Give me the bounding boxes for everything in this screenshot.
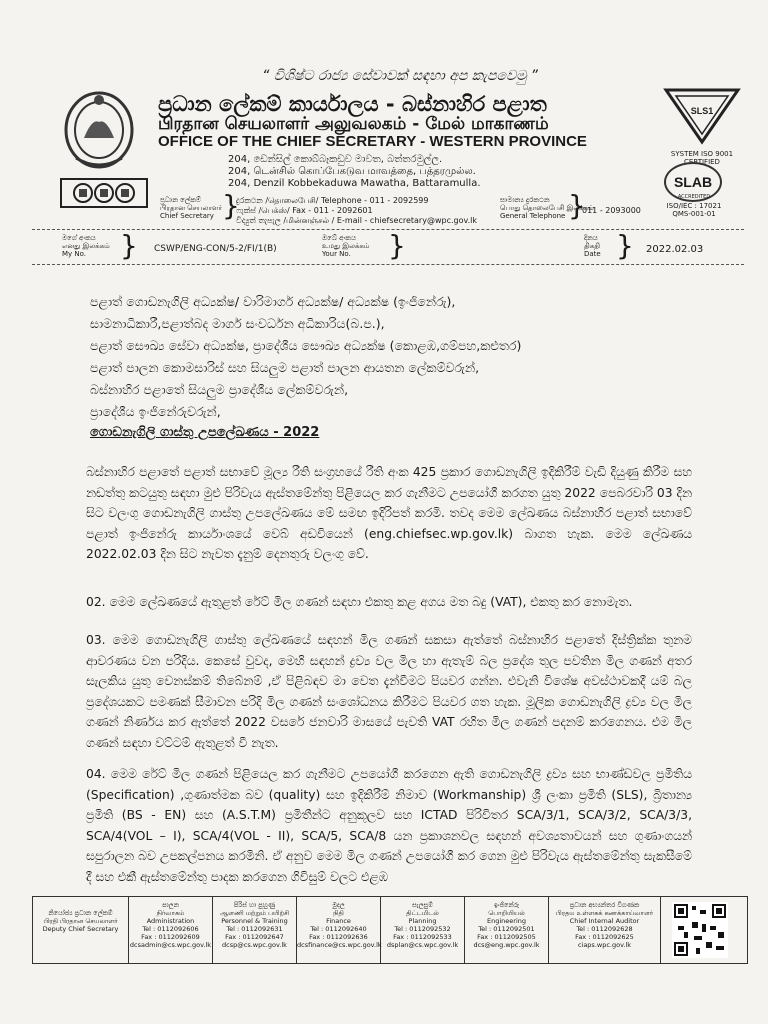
footer-line: Fax : 0112092609: [141, 933, 200, 941]
iso-line: QMS-001-01: [672, 210, 716, 218]
footer-line: dcs@eng.wpc.gov.lk: [473, 941, 540, 949]
footer-line: Planning: [408, 917, 437, 925]
footer-line: Fax : 0112092625: [575, 933, 634, 941]
addressee-line: ප්‍රාදේශීය ඉංජිනේරුවරුන්,: [90, 404, 221, 419]
addressee-line: සාමනාධිකාරී,පළාත්බද මාර්ග සංවර්ධන අධිකාරිය(බ.ප.),: [90, 316, 385, 331]
paragraph-2: 02. මෙම ලේඛණයේ ඇතුළත් රේට් මිල ගණන් සඳහා එකතු කළ අගය මත බදු (VAT), එකතු කර නොමැත.: [86, 595, 633, 609]
date-value: 2022.02.03: [646, 244, 704, 255]
label-line: ඔබේ අංකය: [322, 234, 356, 242]
slab-accredited: ACCREDITED: [677, 194, 711, 200]
iso-text: [654, 202, 734, 218]
sls-iso-logo-icon: [660, 80, 744, 152]
footer-line: Engineering: [487, 917, 526, 925]
telephone-line: දුරකථන /தொலைபேசி/ Telephone - 011 - 2092599: [236, 196, 429, 205]
footer-cell-planning: [381, 897, 465, 963]
footer-line: Finance: [326, 917, 351, 925]
provincial-logos: [60, 178, 148, 208]
brace: }: [568, 189, 586, 222]
label-line: எனது இலக்கம்: [62, 242, 110, 250]
addressee-line: පළාත් පාලන කොමසාරිස් සහ සියලුම පළාත් පාලන ආයතන ලේකම්වරුන්,: [90, 360, 480, 375]
paragraph-1: බස්නාහිර පළාතේ පළාත් සභාවේ මූල්‍ය රීති සංග්‍රහයේ රීති අංක 425 ප්‍රකාර ගොඩනැගිලි ඉදිකිරීම් වැඩි දියුණු කිරීම සහ නඩත්තු කටයුතු සඳහා මුළු පිරිවැය ඇස්තමේන්තු පිළියෙල කර ගැනීමට උපයෝගී කරගත යුතු 2022 පෙබරවාරි 03 දින සිට වලංගු ගොඩනැගිලි ගාස්තු උපලේඛණය මේ සමඟ ඉදිරිපත් කරමි. තවද මෙම ලේඛණය බස්නාහිර පළාත් සභාවේ පළාත් ඉංජිනේරු කාර්යාංශයේ වෙබ් අඩවියෙන් (eng.chiefsec.wp.gov.lk) බාගත හැක. මෙම ලේඛණය 2022.02.03 දින සිට නැවත දැනුම් දෙනතුරු වලංගු වේ.: [86, 465, 692, 561]
label-line: My No.: [62, 250, 87, 258]
footer-contacts: [32, 896, 748, 964]
footer-line: පාලන: [162, 901, 179, 909]
label-line: பொது தொலைபேசி இலக்கம்: [500, 204, 594, 212]
fax-line: ෆැක්ස් /பெக்ஸ்/ Fax - 011 - 2092601: [236, 206, 373, 215]
footer-line: dcsadmin@cs.wpc.gov.lk: [129, 941, 212, 949]
label-line: உமது இலக்கம்: [322, 242, 370, 250]
office-title-english: OFFICE OF THE CHIEF SECRETARY - WESTERN PROVINCE: [158, 133, 587, 150]
footer-line: dsplan@cs.wpc.gov.lk: [386, 941, 459, 949]
footer-cell-finance: [297, 897, 381, 963]
label-line: සාමාන්‍ය දුරකථන: [500, 196, 550, 204]
footer-cell-engineering: [465, 897, 549, 963]
footer-line: பிரதம உள்ளகக் கணக்காய்வாளர்: [555, 909, 654, 917]
footer-line: ඉංජිනේරු: [493, 901, 520, 909]
office-title-sinhala: ප්‍රධාන ලේකම් කාර්යාලය - බස්නාහිර පළාත: [158, 92, 547, 116]
label-line: Date: [584, 250, 601, 258]
chief-secretary-label: [160, 196, 222, 220]
my-no-label: [62, 234, 110, 258]
footer-line: Fax : 0112092533: [393, 933, 452, 941]
footer-line: திட்டமிடல்: [406, 909, 439, 917]
addressee-line: පළාත් සෞඛ්‍ය සේවා අධ්‍යක්ෂ, ප්‍රාදේශීය සෞඛ්‍ය අධ්‍යක්ෂ (කොළඹ,ගම්පහ,කළුතර): [90, 338, 522, 353]
motto: “ විශිෂ්ට රාජ්‍ය සේවාවක් සඳහා අප කැපවෙමු ”: [262, 68, 538, 84]
footer-line: Tel : 0112092606: [142, 925, 199, 933]
office-title-tamil: பிரதான செயலாளர் அலுவலகம் - மேல் மாகாணம்: [158, 114, 549, 134]
address-english: 204, Denzil Kobbekaduwa Mawatha, Battaramulla.: [228, 178, 481, 189]
addressee-line: පළාත් ගොඩනැගිලි අධ්‍යක්ෂ/ වාරිමාර්ග අධ්‍යක්ෂ/ අධ්‍යක්ෂ (ඉංජිනේරු),: [90, 294, 456, 309]
general-phone: 011 - 2093000: [582, 206, 641, 215]
footer-line: Fax : 0112092505: [477, 933, 536, 941]
address-sinhala: 204, ඩෙන්සිල් කොබ්බෑකඩුව මාවත, බත්තරමුල්ල.: [228, 154, 443, 165]
footer-line: Tel : 0112092628: [576, 925, 633, 933]
footer-cell-administration: [129, 897, 213, 963]
footer-line: dcsfinance@cs.wpc.gov.lk: [297, 941, 382, 949]
footer-line: Tel : 0112092631: [226, 925, 283, 933]
footer-line: நிர்வாகம்: [156, 909, 185, 917]
label-line: ප්‍රධාන ලේකම්: [160, 196, 201, 204]
sls-label: SLS1: [690, 106, 714, 116]
footer-line: Chief Internal Auditor: [569, 917, 640, 925]
footer-line: පිරිස් හා පුහුණු: [233, 901, 276, 909]
label-line: Your No.: [322, 250, 351, 258]
brace: }: [222, 189, 240, 222]
footer-line: ciaps.wpc.gov.lk: [577, 941, 632, 949]
footer-line: Tel : 0112092532: [394, 925, 451, 933]
footer-line: ප්‍රධාන අභ්‍යන්තර විගණක: [569, 901, 640, 909]
footer-line: Personnel & Training: [221, 917, 288, 925]
footer-line: Deputy Chief Secretary: [42, 925, 119, 933]
qr-code-icon: [672, 902, 728, 958]
footer-line: Fax : 0112092636: [309, 933, 368, 941]
footer-cell-personnel: [213, 897, 297, 963]
paragraph-3: 03. මෙම ගොඩනැගිලි ගාස්තු ලේඛණයේ සඳහන් මිල ගණන් සකසා ඇත්තේ බස්නාහිර පළාතේ දිස්ත්‍රික්ක තුනම ආවරණය වන පරිදිය. කෙසේ වුවද, මෙහි සඳහන් ද්‍රව්‍ය වල මිල හා ඇතැම් බල ප්‍රදේශ තුල පවතින මිල ගණන් අතර සැලකිය යුතු වෙනස්කම් තිබේනම් ,ඒ පිළිබඳව මා වෙත දැන්වීමට පියවර ගන්න. එවැනි විශේෂ අවස්ථාවකදී යම් බල ප්‍රදේශයකට පමණක් සීමාවන පරිදි මිල ගණන් සංශෝධනය කිරීමට පියවර ගත හැක. මූලික ගොඩනැගිලි ද්‍රව්‍ය වල මිල ගණන් නිර්ණය කර ඇත්තේ 2022 වසරේ ජනවාරි මාසයේ පැවති VAT රහිත මිල ගණන් පදනම් කරගෙනය. එම මිල ගණන් සඳහා වට්ටම් ඇතුළත් වී නැත.: [86, 633, 692, 750]
address-tamil: 204, டென்சில் கொப்பேகடுவ மாவத்தை, பத்தரமுல்ல.: [228, 166, 476, 177]
footer-line: dcsp@cs.wpc.gov.lk: [222, 941, 287, 949]
your-no-label: [322, 234, 370, 258]
label-line: திகதி: [584, 242, 600, 250]
footer-line: මුදල: [332, 901, 345, 909]
footer-line: නියෝජ්‍ය ප්‍රධාන ලේකම්: [48, 909, 113, 917]
elephant-emblems-icon: [62, 180, 146, 206]
paragraph-4: 04. මෙම රේට් මිල ගණන් පිළියෙල කර ගැනීමට උපයෝගී කරගෙන ඇති ගොඩනැගිලි ද්‍රව්‍ය සහ භාණ්ඩවල ප්‍රමිතිය (Specification) ,ගුණාත්මක බව (quality) සහ ඉදිකිරීම් නිමාව (Workmanship) ශ්‍රී ලංකා ප්‍රමිති (SLS), බ්‍රිතාන්‍ය ප්‍රමිති (BS - EN) සහ (A.S.T.M) ප්‍රමිතීන්ට අනුකූලව සහ ICTAD පිරිවිතර SCA/3/1, SCA/3/2, SCA/3/3, SCA/4(VOL – I), SCA/4(VOL - II), SCA/5, SCA/8 යන ප්‍රකාශනවල සඳහන් අවශ්‍යතාවයන් සහ ගුණාංගයන් සපුරාලන බව උපකල්පනය කරමිනි. ඒ අනුව මෙම මිල ගණන් උපයෝගී කර ගෙන මුළු පිරිවැය ඇස්තමේන්තු සැකසීමේ දී සහ එකී ඇස්තමේන්තු පාදක කරගෙන ගිවිසුම් වලට එළඹ: [86, 767, 692, 884]
slab-logo: SLAB: [664, 162, 722, 202]
brace: }: [120, 229, 138, 262]
label-line: දිනය: [584, 234, 598, 242]
footer-line: Fax : 0112092647: [225, 933, 284, 941]
footer-line: Tel : 0112092501: [478, 925, 535, 933]
footer-line: பிரதி பிரதான செயலாளர்: [43, 917, 118, 925]
footer-line: ஆளணி மற்றும் பயிற்சி: [219, 909, 290, 917]
sri-lanka-emblem-icon: [62, 88, 136, 170]
label-line: Chief Secretary: [160, 212, 214, 220]
my-no-value: CSWP/ENG-CON/5-2/FI/1(B): [154, 244, 277, 254]
email-line: විද්‍යුත් තැපැල /மின்னஞ்சல் / E-mail - chiefsecretary@wpc.gov.lk: [236, 216, 477, 225]
footer-line: பொறியியல்: [488, 909, 525, 917]
divider: [32, 264, 744, 265]
footer-line: நிதி: [333, 909, 344, 917]
addressee-line: බස්නාහිර පළාතේ සියලුම ප්‍රාදේශීය ලේකම්වරුන්,: [90, 382, 349, 397]
footer-line: Administration: [146, 917, 195, 925]
footer-line: සැලසුම්: [412, 901, 433, 909]
label-line: பிரதான செயலாளர்: [160, 204, 222, 212]
iso-line: ISO/IEC : 17021: [666, 202, 722, 210]
label-line: මගේ අංකය: [62, 234, 96, 242]
footer-line: Tel : 0112092640: [310, 925, 367, 933]
label-line: General Telephone: [500, 212, 566, 220]
footer-cell-deputy: [33, 897, 129, 963]
subject-heading: ගොඩනැගිලි ගාස්තු උපලේඛණය - 2022: [90, 425, 320, 440]
footer-cell-internal-audit: [549, 897, 661, 963]
date-label: [584, 234, 601, 258]
sls-cert-text: SYSTEM ISO 9001 CERTIFIED: [670, 150, 734, 166]
brace: }: [616, 229, 634, 262]
brace: }: [388, 229, 406, 262]
